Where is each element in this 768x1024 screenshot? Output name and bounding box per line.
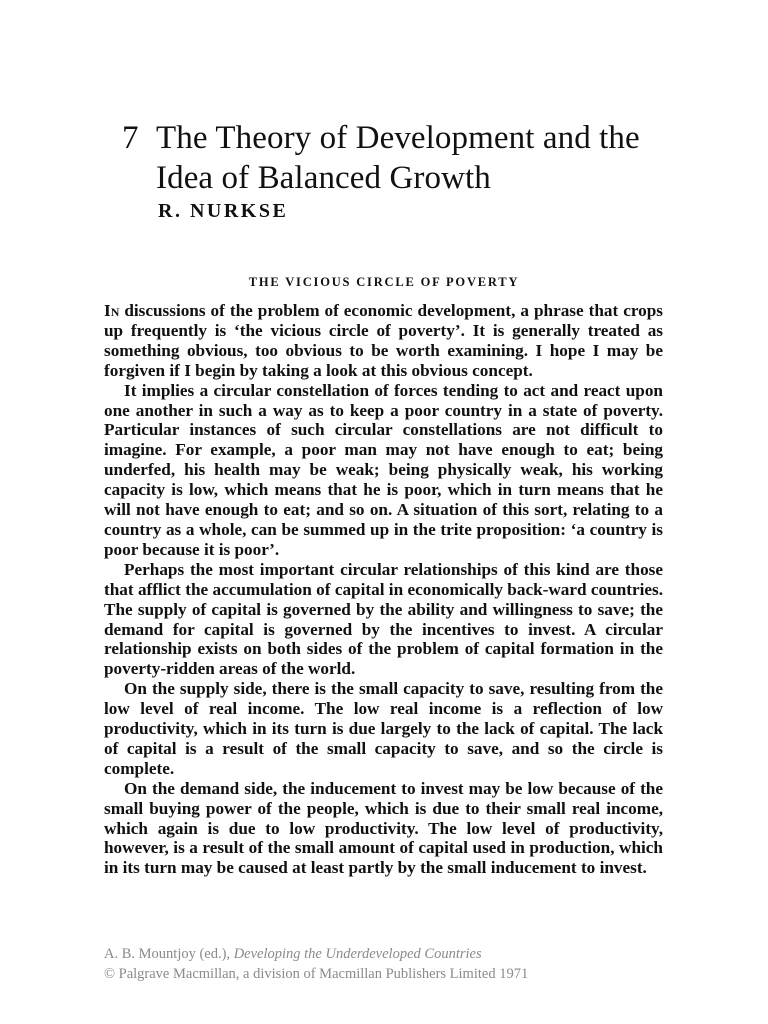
chapter-title-text: The Theory of Development and the Idea of Balanced Growth: [156, 120, 640, 196]
chapter-title: [122, 118, 722, 198]
source-footer: [104, 944, 528, 984]
source-citation: [104, 944, 528, 964]
paragraph-1: [104, 301, 663, 381]
paragraph-2: It implies a circular constellation of forces tending to act and react upon one another in such a way as to keep a poor country in a state of poverty. Particular instances of such circular constellations are not difficult to imagine. For example, a poor man may not have enough to eat; being underfed, his health may be weak; being physically weak, his working capacity is low, which means that he is poor, which in turn means that he will not have enough to eat; and so on. A situation of this sort, relating to a country as a whole, can be summed up in the trite proposition: ‘a country is poor because it is poor’.: [104, 380, 663, 559]
paragraph-5: On the demand side, the inducement to invest may be low because of the small buying power of the people, which is due to their small real income, which again is due to low productivity. The low level of productivity, however, is a result of the small amount of capital used in production, which in its turn may be caused at least partly by the small inducement to invest.: [104, 778, 663, 878]
body-text: [104, 301, 663, 878]
paragraph-text: discussions of the problem of economic development, a phrase that crops up frequently is ‘the vicious circle of poverty’. It is generally treated as something obvious, too obvious to be worth examining. I hope I may be forgiven if I begin by taking a look at this obvious concept.: [104, 301, 663, 380]
source-book-title: Developing the Underdeveloped Countries: [233, 946, 482, 962]
source-editor: A. B. Mountjoy (ed.),: [104, 946, 234, 962]
paragraph-lead: In: [104, 301, 120, 320]
section-heading: THE VICIOUS CIRCLE OF POVERTY: [248, 275, 520, 289]
paragraph-3: Perhaps the most important circular relationships of this kind are those that afflict the accumulation of capital in economically back-ward countries. The supply of capital is governed by the ability and willingness to save; the demand for capital is governed by the incentives to invest. A circular relationship exists on both sides of the problem of capital formation in the poverty-ridden areas of the world.: [104, 559, 663, 679]
chapter-header: [122, 118, 722, 198]
copyright-notice: © Palgrave Macmillan, a division of Macmillan Publishers Limited 1971: [104, 966, 529, 982]
chapter-number: 7: [122, 120, 139, 156]
author-name: R. NURKSE: [158, 200, 289, 222]
paragraph-4: On the supply side, there is the small capacity to save, resulting from the low level of real income. The low real income is a reflection of low productivity, which in its turn is due largely to the lack of capital. The lack of capital is a result of the small capacity to save, and so the circle is complete.: [104, 679, 663, 778]
